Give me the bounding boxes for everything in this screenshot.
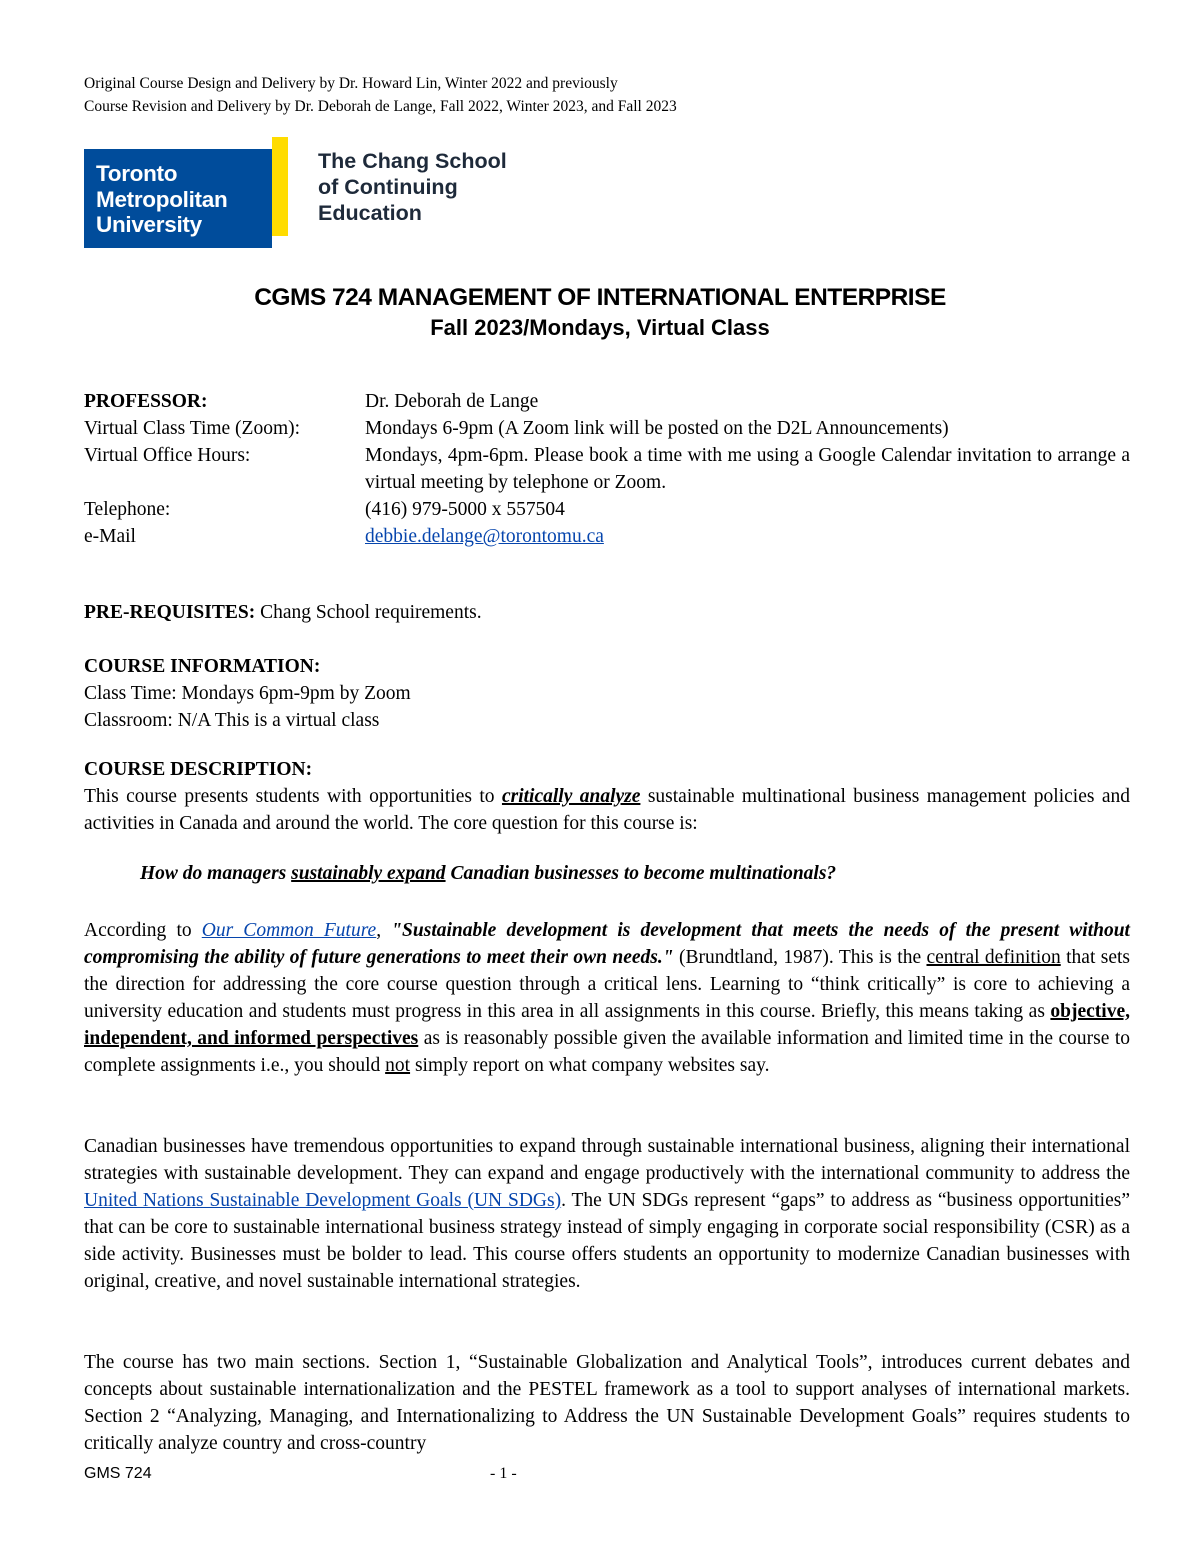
contact-info [84,388,1130,550]
critically-analyze-emphasis: critically analyze [501,786,641,807]
core-question: How do managers sustainably expand Canadian businesses to become multinationals? [140,863,837,884]
university-logo [84,137,288,248]
school-name [318,148,507,226]
professor-label: PROFESSOR: [84,391,208,412]
logo-line-2: Metropolitan [96,186,228,212]
school-line-2: of Continuing [318,175,458,199]
course-subtitle: Fall 2023/Mondays, Virtual Class [430,315,770,340]
email-link[interactable]: debbie.delange@torontomu.ca [365,526,604,547]
description-paragraph-3: Canadian businesses have tremendous opportunities to expand through sustainable international business, aligning their international strategies with sustainable development. They can expand and engage productively with the international community to address the United Nations Sustainable Development Goals (UN SDGs). The UN SDGs represent “gaps” to address as “business opportunities” that can be core to sustainable international business strategy instead of simply engaging in corporate social responsibility (CSR) as a side activity. Businesses must be bolder to lead. This course offers students an opportunity to modernize Canadian businesses with original, creative, and novel sustainable international strategies. [84,1136,1130,1292]
footer-course-code: GMS 724 [84,1465,152,1482]
sustainably-expand-emphasis: sustainably expand [291,863,446,884]
course-info-classroom: Classroom: N/A This is a virtual class [84,710,380,731]
professor-row [84,388,1130,415]
school-line-1: The Chang School [318,149,507,173]
not-emphasis: not [385,1055,411,1076]
perspectives-emphasis: objective, independent, and informed perspectives [84,1001,1130,1049]
logo-yellow-bar [272,137,288,236]
school-line-3: Education [318,201,422,225]
prerequisites [84,599,1130,626]
class-time-label: Virtual Class Time (Zoom): [84,418,301,439]
credit-line-2: Course Revision and Delivery by Dr. Deborah de Lange, Fall 2022, Winter 2023, and Fall 2023 [84,98,677,115]
footer-page-number: - 1 - [490,1465,517,1482]
course-info-class-time: Class Time: Mondays 6pm-9pm by Zoom [84,683,411,704]
class-time-value: Mondays 6-9pm (A Zoom link will be posted on the D2L Announcements) [365,418,949,439]
logo-wordmark [96,161,227,238]
professor-value: Dr. Deborah de Lange [365,391,539,412]
office-hours-label: Virtual Office Hours: [84,445,251,466]
brundtland-quote: "Sustainable development is development that meets the needs of the present without compromising the ability of future generations to meet their own needs." [84,920,1130,968]
telephone-value: (416) 979-5000 x 557504 [365,499,565,520]
logo-line-1: Toronto [96,161,178,186]
telephone-label: Telephone: [84,499,171,520]
our-common-future-link[interactable]: Our Common Future [201,920,377,941]
description-paragraph-2: According to Our Common Future, "Sustainable development is development that meets the needs of the present without compromising the ability of future generations to meet their own needs." (Brundtland, 1987). This is the central definition that sets the direction for addressing the core course question through a critical lens. Learning to “think critically” is core to achieving a university education and students must progress in this area in all assignments in this course. Briefly, this means taking as objective, independent, and informed perspectives as is reasonably possible given the available information and limited time in the course to complete assignments i.e., you should not simply report on what company websites say. [84,920,1130,1076]
class-time-row [84,415,1130,442]
email-label: e-Mail [84,526,136,547]
credits [84,72,677,118]
description-paragraph-4: The course has two main sections. Section 1, “Sustainable Globalization and Analytical Tools”, introduces current debates and concepts about sustainable internationalization and the PESTEL framework as a tool to support analyses of international markets. Section 2 “Analyzing, Managing, and Internationalizing to Address the UN Sustainable Development Goals” requires students to critically analyze country and cross-country [84,1352,1130,1454]
course-information [84,653,1130,734]
logo-line-3: University [96,212,202,237]
description-paragraph-1: This course presents students with opportunities to critically analyze sustainable multinational business management policies and activities in Canada and around the world. The core question for this course is: [84,786,1130,834]
telephone-row [84,496,1130,523]
course-description [84,756,1130,837]
un-sdgs-link[interactable]: United Nations Sustainable Development Goals (UN SDGs) [84,1190,562,1211]
prereq-label: PRE-REQUISITES: [84,602,256,623]
central-definition-underline: central definition [926,947,1061,968]
credit-line-1: Original Course Design and Delivery by Dr. Howard Lin, Winter 2022 and previously [84,75,618,92]
office-hours-row [84,442,1130,496]
email-row [84,523,1130,550]
prereq-value: Chang School requirements. [255,602,482,623]
course-title: CGMS 724 MANAGEMENT OF INTERNATIONAL ENTERPRISE [254,284,946,311]
course-info-heading: COURSE INFORMATION: [84,656,321,677]
description-heading: COURSE DESCRIPTION: [84,759,313,780]
office-hours-value: Mondays, 4pm-6pm. Please book a time with me using a Google Calendar invitation to arrange a virtual meeting by telephone or Zoom. [365,445,1130,493]
